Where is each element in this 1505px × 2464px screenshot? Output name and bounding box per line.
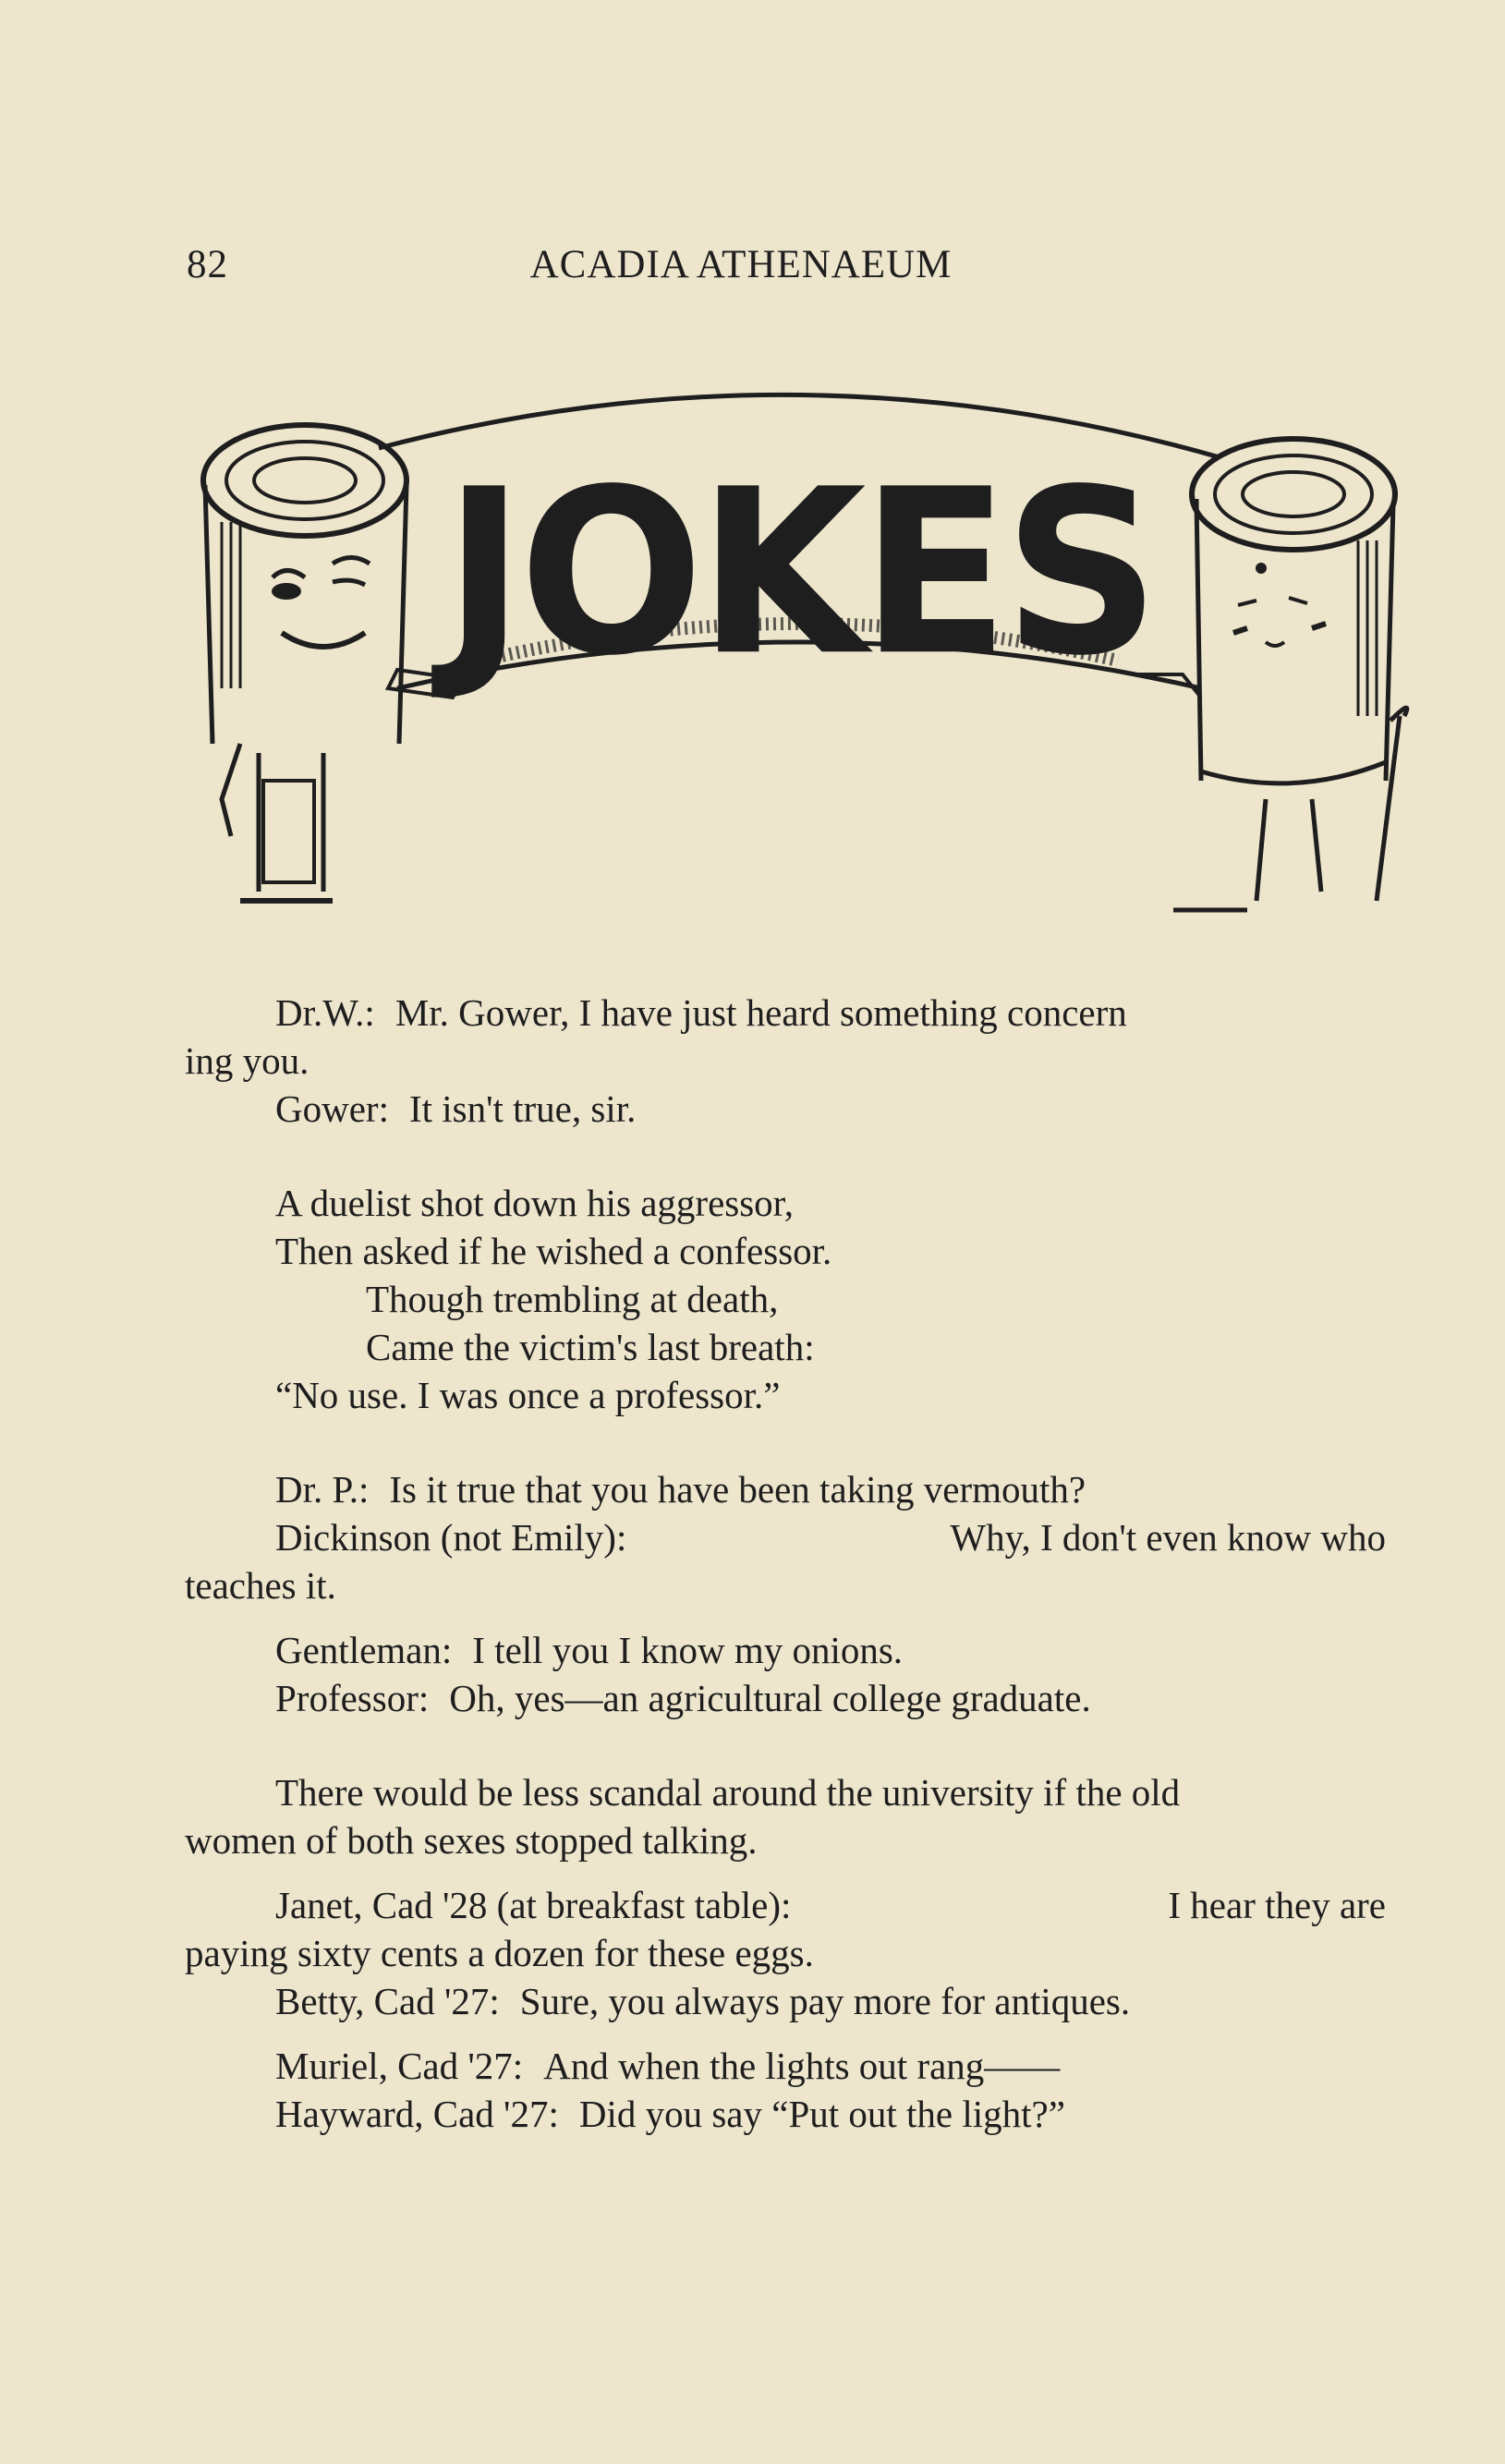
joke-line [185, 1881, 1386, 1929]
right-character-face-icon [1233, 563, 1326, 646]
dialogue-continuation: teaches it. [185, 1564, 336, 1607]
speaker: Janet, Cad '28 (at breakfast table): [275, 1884, 792, 1926]
dialogue-continuation: ing you. [185, 1039, 309, 1082]
limerick-line: A duelist shot down his aggressor, [275, 1182, 794, 1224]
speaker: Betty, Cad '27: [275, 1980, 500, 2022]
limerick-line: “No use. I was once a professor.” [275, 1374, 781, 1416]
limerick-line: Though trembling at death, [366, 1278, 779, 1320]
joke-line [185, 1674, 1386, 1722]
dialogue: It isn't true, sir. [408, 1087, 637, 1130]
banner-title: JOKES [443, 439, 1155, 706]
joke-line [185, 1513, 1386, 1561]
dialogue: Is it true that you have been taking vermouth? [389, 1468, 1086, 1511]
speaker: Dr.W.: [275, 991, 375, 1034]
dialogue: Sure, you always pay more for antiques. [519, 1980, 1131, 2022]
speaker: Gentleman: [275, 1629, 453, 1671]
limerick-line: Then asked if he wished a confessor. [275, 1230, 832, 1272]
dialogue-continuation: paying sixty cents a dozen for these eggs. [185, 1932, 814, 1974]
joke-line [185, 1465, 1386, 1513]
joke-line [185, 2090, 1386, 2138]
joke-line [185, 1977, 1386, 2025]
joke-line [185, 1085, 1386, 1133]
speaker: Muriel, Cad '27: [275, 2045, 524, 2087]
dialogue-continuation: women of both sexes stopped talking. [185, 1819, 758, 1862]
page-number: 82 [187, 243, 228, 286]
speaker: Professor: [275, 1677, 430, 1719]
journal-title: ACADIA ATHENAEUM [529, 243, 953, 286]
dialogue: And when the lights out rang—— [543, 2045, 1061, 2087]
speaker: Gower: [275, 1087, 389, 1130]
dialogue: Why, I don't even know who [950, 1516, 1386, 1559]
joke-line [185, 989, 1386, 1037]
left-character-face-icon [272, 558, 370, 648]
jokes-text [185, 989, 1386, 2138]
joke-line: There would be less scandal around the university if the old [275, 1771, 1181, 1814]
speaker: Dickinson (not Emily): [275, 1516, 627, 1559]
dialogue: I hear they are [1168, 1884, 1386, 1926]
dialogue: Oh, yes—an agricultural college graduate. [449, 1677, 1091, 1719]
dialogue: Mr. Gower, I have just heard something concern [394, 991, 1127, 1034]
dialogue: Did you say “Put out the light?” [578, 2093, 1065, 2135]
limerick-line: Came the victim's last breath: [366, 1326, 815, 1368]
running-header [187, 242, 1388, 297]
joke-line [185, 2042, 1386, 2090]
jokes-banner-illustration [185, 356, 1414, 929]
speaker: Dr. P.: [275, 1468, 370, 1511]
dialogue: I tell you I know my onions. [472, 1629, 904, 1671]
joke-line [185, 1626, 1386, 1674]
speaker: Hayward, Cad '27: [275, 2093, 559, 2135]
